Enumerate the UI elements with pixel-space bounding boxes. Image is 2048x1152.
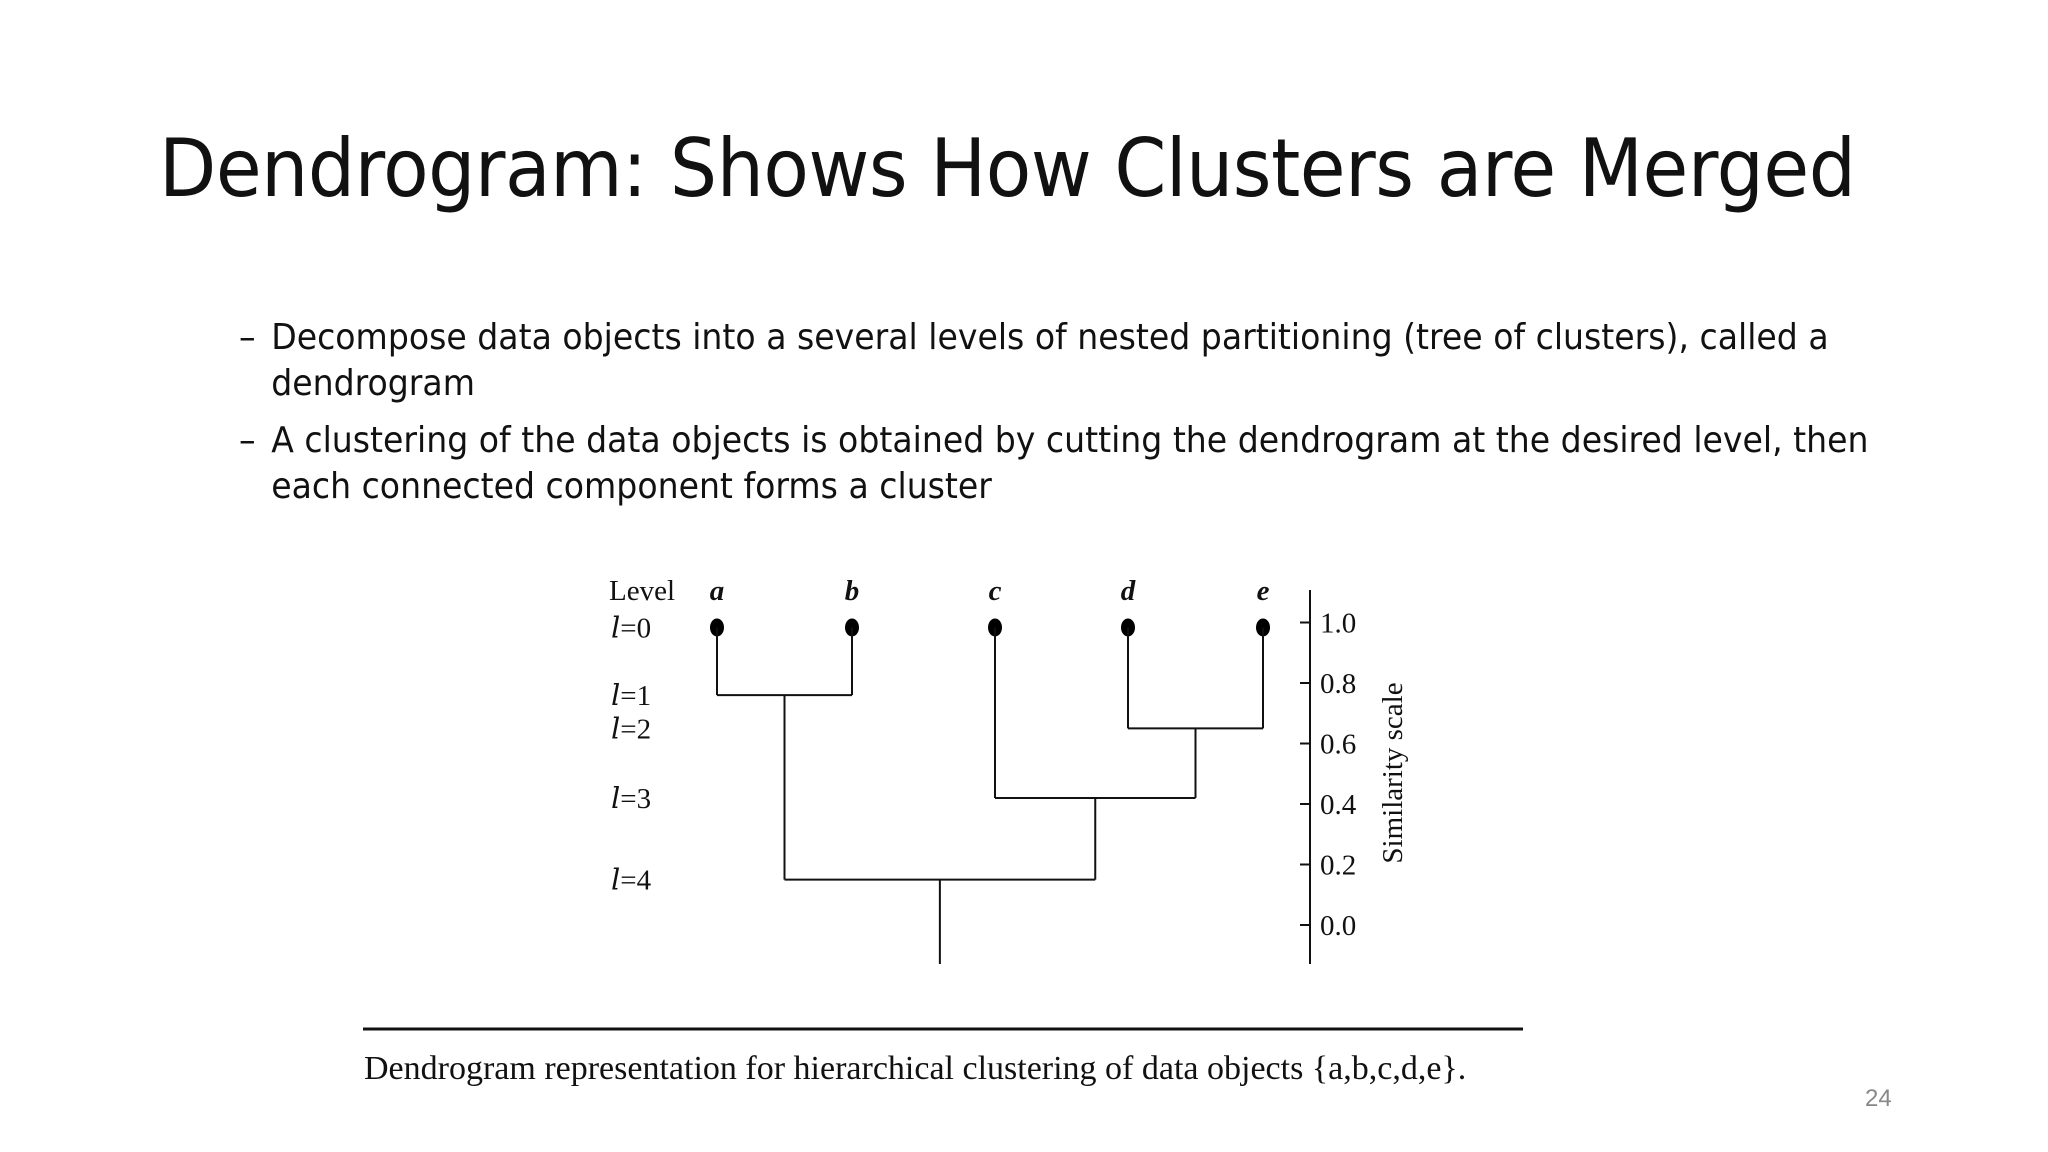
bullet-dash: – <box>239 420 256 461</box>
page-number: 24 <box>1865 1085 1892 1112</box>
leaf-label-e: e <box>1256 575 1270 607</box>
axis-tick-label: 0.8 <box>1320 668 1357 700</box>
leaf-label-a: a <box>709 575 725 607</box>
bullet-text: A clustering of the data objects is obtained by cutting the dendrogram at the desired level, then each connected component forms a cluster <box>271 420 1869 507</box>
leaf-label-b: b <box>844 575 860 607</box>
bullet-text: Decompose data objects into a several levels of nested partitioning (tree of clusters), called a dendrogram <box>271 317 1829 404</box>
slide-title: Dendrogram: Shows How Clusters are Merged <box>159 122 1856 215</box>
level-label: 𝑙=3 <box>611 782 652 815</box>
level-header: Level <box>609 575 676 607</box>
axis-tick-label: 0.6 <box>1320 728 1357 761</box>
figure-caption: Dendrogram representation for hierarchical clustering of data objects {a,b,c,d,e}. <box>364 1050 1467 1087</box>
level-label: 𝑙=1 <box>611 680 652 713</box>
leaf-label-c: c <box>988 575 1002 607</box>
bullet-dash: – <box>239 317 256 358</box>
level-label: 𝑙=2 <box>611 713 652 746</box>
level-label: 𝑙=0 <box>611 612 652 645</box>
leaf-label-d: d <box>1120 575 1136 607</box>
axis-tick-label: 1.0 <box>1320 607 1357 640</box>
axis-tick-label: 0.2 <box>1320 849 1357 882</box>
axis-tick-label: 0.4 <box>1320 789 1357 821</box>
level-label: 𝑙=4 <box>611 864 652 897</box>
axis-label: Similarity scale <box>1377 682 1409 864</box>
axis-tick-label: 0.0 <box>1320 910 1357 942</box>
